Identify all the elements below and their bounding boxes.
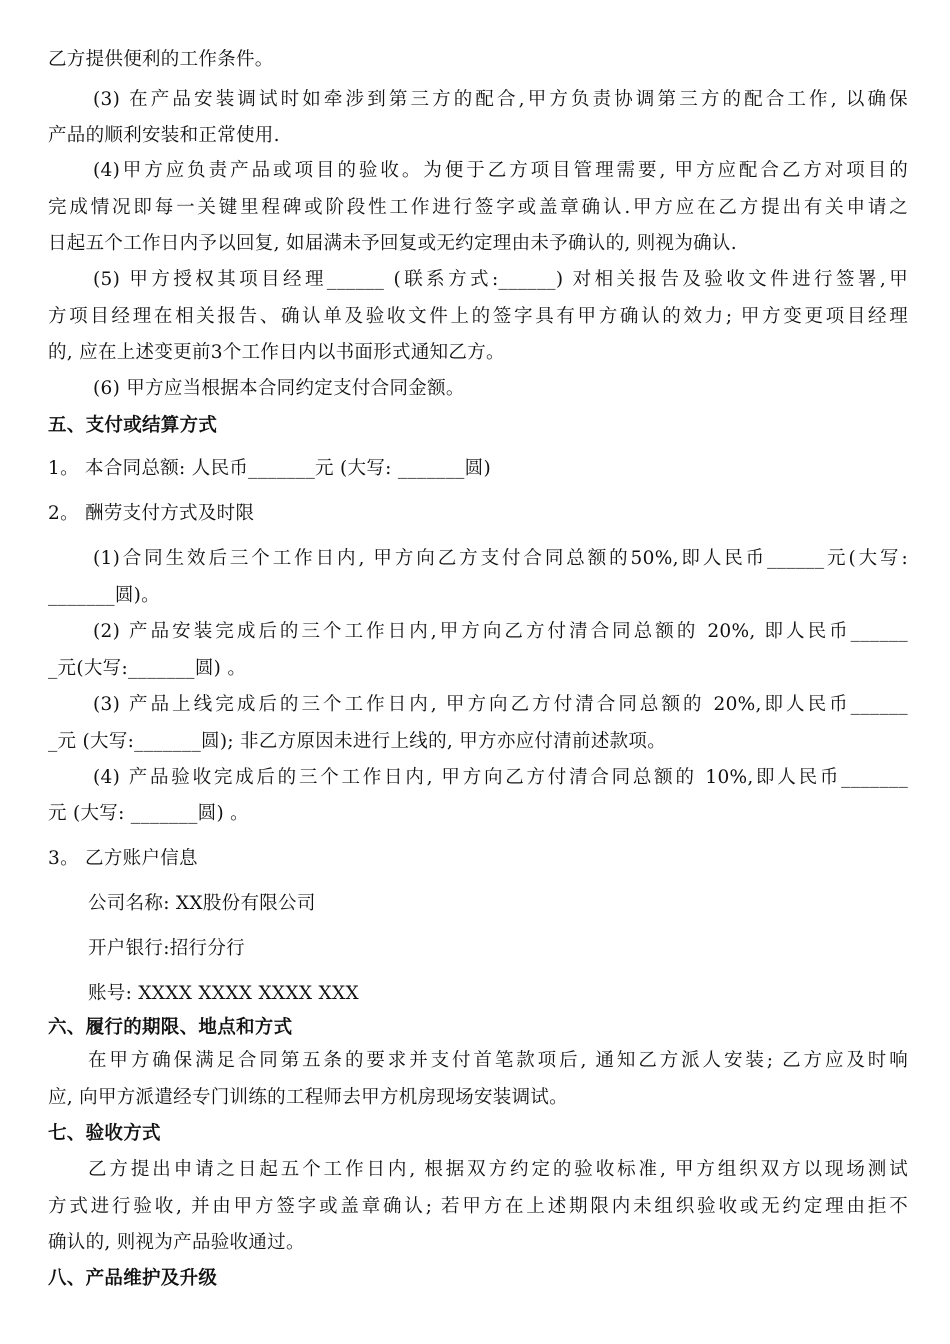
text-line: (2) 产品安装完成后的三个工作日内,甲方向乙方付清合同总额的 20%, 即人民币______ [93,621,908,642]
text-line: 1。 本合同总额: 人民币_______元 (大写: _______圆) [48,458,491,479]
text-line: 账号: XXXX XXXX XXXX XXX [88,983,359,1004]
text-line: 方式进行验收, 并由甲方签字或盖章确认; 若甲方在上述期限内未组织验收或无约定理由拒不 [48,1196,908,1217]
text-line: 应, 向甲方派遣经专门训练的工程师去甲方机房现场安装调试。 [48,1087,568,1108]
text-line: 元 (大写: _______圆) 。 [48,803,249,824]
text-line: 开户银行:招行分行 [88,938,245,959]
text-line: 公司名称: XX股份有限公司 [88,893,316,914]
text-line: (3) 在产品安装调试时如牵涉到第三方的配合,甲方负责协调第三方的配合工作, 以确保 [93,89,908,110]
text-line: (4)甲方应负责产品或项目的验收。为便于乙方项目管理需要, 甲方应配合乙方对项目的 [93,160,908,181]
text-line: 乙方提供便利的工作条件。 [48,49,274,70]
text-line: _元 (大写:_______圆); 非乙方原因未进行上线的, 甲方亦应付清前述款项。 [48,731,667,752]
text-line: 乙方提出申请之日起五个工作日内, 根据双方约定的验收标准, 甲方组织双方以现场测试 [88,1159,908,1180]
text-line: 在甲方确保满足合同第五条的要求并支付首笔款项后, 通知乙方派人安装; 乙方应及时响 [88,1050,908,1071]
text-line: (1)合同生效后三个工作日内, 甲方向乙方支付合同总额的50%,即人民币______元(大写: [93,548,908,569]
text-line: 2。 酬劳支付方式及时限 [48,503,255,524]
text-line: 方项目经理在相关报告、确认单及验收文件上的签字具有甲方确认的效力; 甲方变更项目经理 [48,306,908,327]
text-line: _元(大写:_______圆) 。 [48,658,247,679]
section-heading: 八、产品维护及升级 [48,1268,218,1289]
text-line: 完成情况即每一关键里程碑或阶段性工作进行签字或盖章确认.甲方应在乙方提出有关申请之 [48,197,908,218]
text-line: _______圆)。 [48,585,160,606]
text-line: 的, 应在上述变更前3个工作日内以书面形式通知乙方。 [48,342,505,363]
text-line: 产品的顺利安装和正常使用. [48,125,280,146]
text-line: (6) 甲方应当根据本合同约定支付合同金额。 [93,378,465,399]
text-line: (4) 产品验收完成后的三个工作日内, 甲方向乙方付清合同总额的 10%,即人民币_______ [93,767,908,788]
section-heading: 五、支付或结算方式 [48,415,218,436]
text-line: 确认的, 则视为产品验收通过。 [48,1232,305,1253]
text-line: 3。 乙方账户信息 [48,848,198,869]
section-heading: 七、验收方式 [48,1123,161,1144]
section-heading: 六、履行的期限、地点和方式 [48,1017,293,1038]
text-line: (5) 甲方授权其项目经理______ (联系方式:______) 对相关报告及验收文件进行签署,甲 [93,269,908,290]
text-line: (3) 产品上线完成后的三个工作日内, 甲方向乙方付清合同总额的 20%,即人民币______ [93,694,908,715]
text-line: 日起五个工作日内予以回复, 如届满未予回复或无约定理由未予确认的, 则视为确认. [48,233,737,254]
